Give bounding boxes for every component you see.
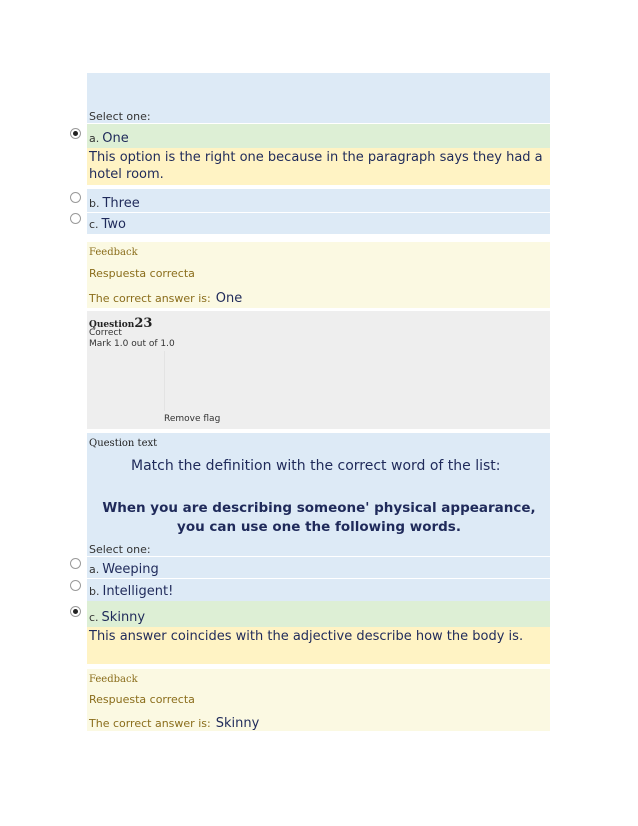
remove-flag-link[interactable]: Remove flag: [164, 414, 221, 424]
question-number: 23: [134, 316, 153, 331]
question-status: Correct: [89, 328, 122, 338]
option-a-feedback: [87, 148, 550, 185]
option-b-radio-q23[interactable]: [70, 580, 81, 591]
option-b-letter-q23: b.: [89, 585, 100, 598]
question-statement: When you are describing someone' physical appearance, you can use one the following words.: [102, 500, 536, 535]
question-prompt: Match the definition with the correct word of the list:: [131, 458, 501, 474]
option-c-radio[interactable]: [70, 213, 81, 224]
option-c-radio-q23[interactable]: [70, 606, 81, 617]
option-a-row-q23[interactable]: [87, 557, 550, 579]
question-mark: Mark 1.0 out of 1.0: [89, 339, 175, 349]
correct-answer-value-q23: Skinny: [215, 716, 260, 731]
general-feedback-q23: [87, 669, 550, 731]
option-c-feedback-text-q23: This answer coincides with the adjective describe how the body is.: [89, 629, 524, 644]
question-text-label: Question text: [89, 438, 158, 449]
select-one-row: [87, 109, 550, 124]
general-feedback: [87, 242, 550, 308]
correct-answer-value: One: [215, 291, 243, 306]
option-a-feedback-text: This option is the right one because in the paragraph says they had a hotel room.: [89, 150, 543, 182]
question-text-area-top: [87, 73, 550, 109]
question-text-panel: [87, 433, 550, 543]
option-b-row-q23[interactable]: [87, 579, 550, 601]
feedback-label: Feedback: [89, 247, 138, 258]
option-a-text-q23: Weeping: [102, 562, 159, 577]
option-a-radio-q23[interactable]: [70, 558, 81, 569]
option-a-radio[interactable]: [70, 128, 81, 139]
option-c-text-q23: Skinny: [101, 610, 146, 625]
correct-answer-prefix-q23: The correct answer is:: [89, 717, 211, 730]
option-a-row[interactable]: [87, 124, 550, 148]
option-c-letter: c.: [89, 218, 99, 231]
option-b-text: Three: [102, 196, 140, 211]
select-one-row-q23: [87, 543, 550, 557]
result-text: Respuesta correcta: [89, 267, 195, 280]
option-c-text: Two: [101, 217, 126, 232]
option-b-radio[interactable]: [70, 192, 81, 203]
option-c-row[interactable]: [87, 213, 550, 234]
feedback-label-q23: Feedback: [89, 674, 138, 685]
option-b-text-q23: Intelligent!: [102, 584, 174, 599]
flag-area: [164, 351, 165, 411]
option-a-text: One: [102, 131, 129, 146]
option-a-letter: a.: [89, 132, 100, 145]
result-text-q23: Respuesta correcta: [89, 693, 195, 706]
option-c-feedback-q23: [87, 627, 550, 664]
option-c-row-q23[interactable]: [87, 601, 550, 627]
option-b-letter: b.: [89, 197, 100, 210]
option-a-letter-q23: a.: [89, 563, 100, 576]
question-label: Question: [89, 320, 135, 330]
question-info-panel: [87, 311, 550, 429]
select-one-label-q23: Select one:: [89, 543, 151, 556]
correct-answer-prefix: The correct answer is:: [89, 292, 211, 305]
option-b-row[interactable]: [87, 189, 550, 213]
select-one-label: Select one:: [89, 110, 151, 123]
option-c-letter-q23: c.: [89, 611, 99, 624]
